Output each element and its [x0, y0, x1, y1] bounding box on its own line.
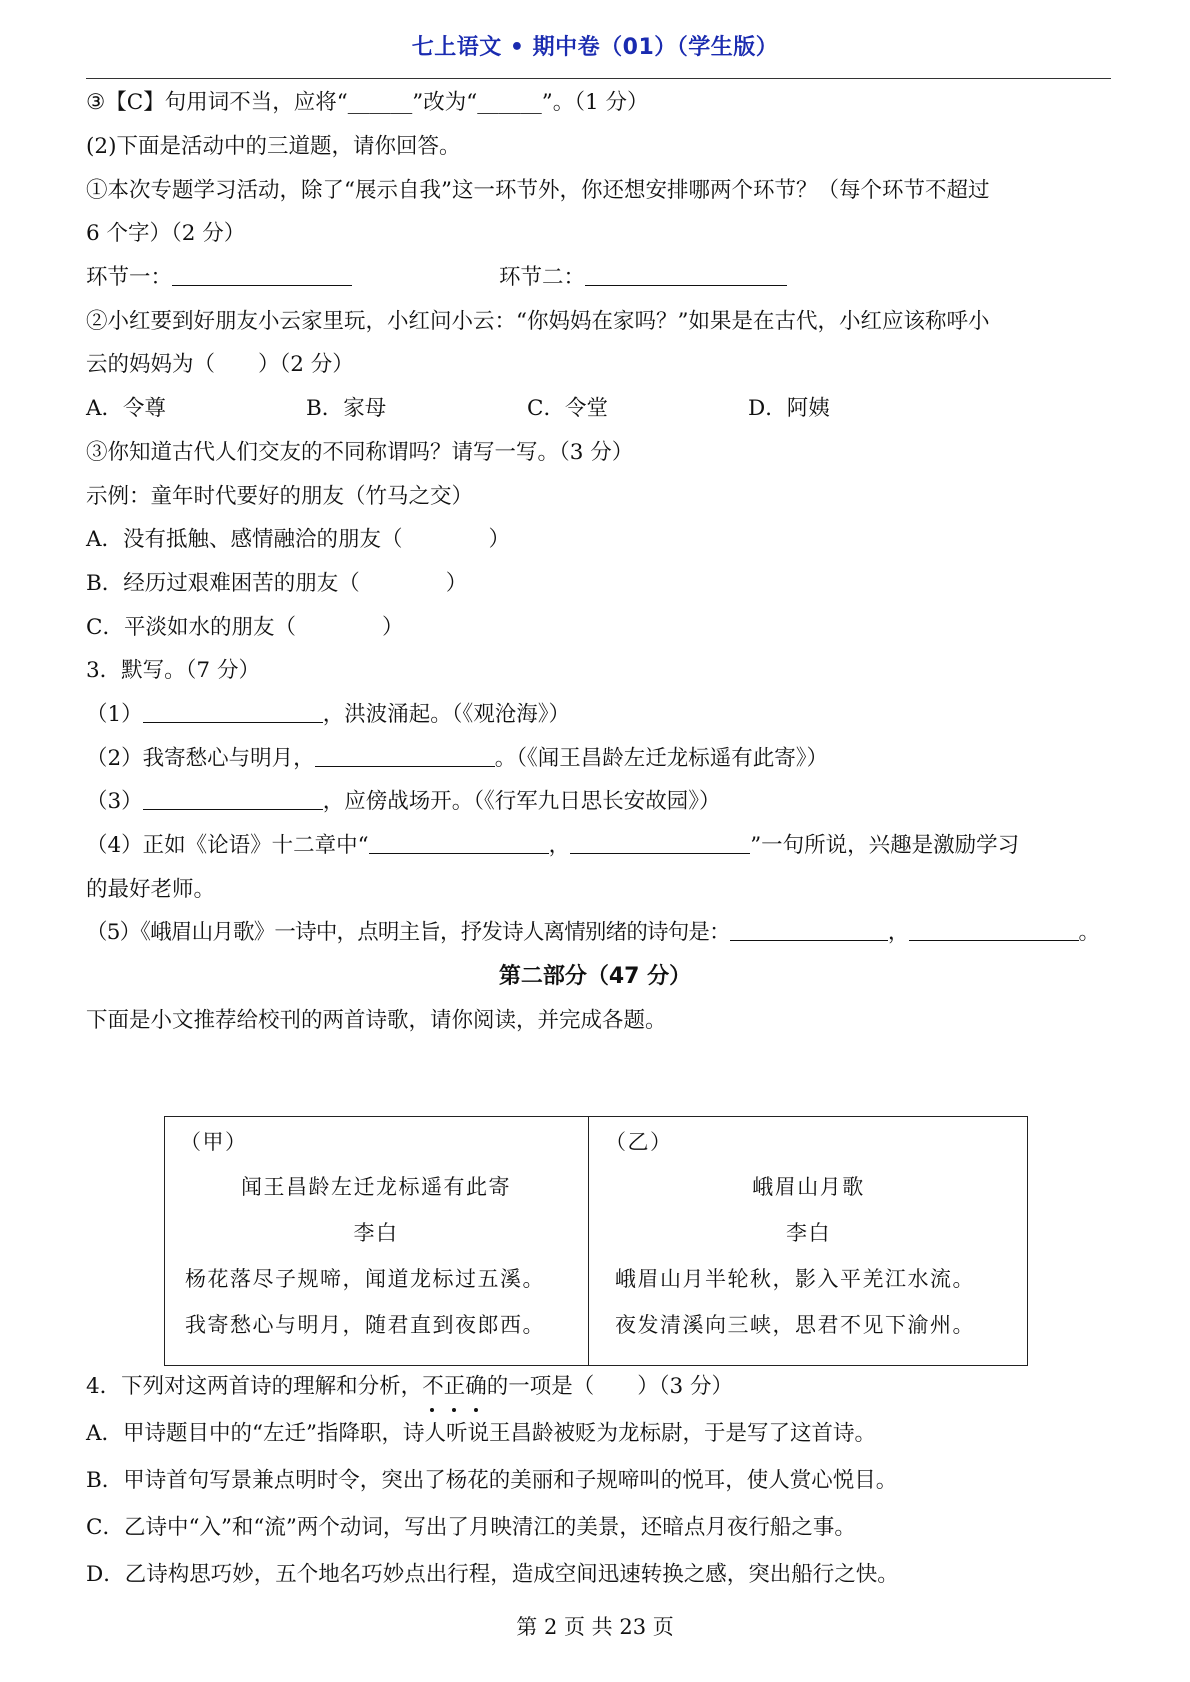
q2-2-1-text-cont: 6 个字）（2 分）: [86, 221, 246, 246]
q4-stem: [86, 1372, 733, 1402]
q3-3-blank[interactable]: [143, 787, 323, 810]
q3-4-text: （4）正如《论语》十二章中“: [86, 833, 369, 858]
q3-5-comma: ，: [887, 920, 909, 945]
q2-2-2-text: ②小红要到好朋友小云家里玩，小红问小云：“你妈妈在家吗？”如果是在古代，小红应该称呼小: [86, 309, 990, 334]
poem-yi-line-2: 夜发清溪向三峡，思君不见下渝州。: [615, 1313, 975, 1337]
poem-table-divider: [588, 1116, 589, 1366]
q2-2-2-text-cont: 云的妈妈为（ ）（2 分）: [86, 352, 354, 377]
option-c-lingtang[interactable]: C．令堂: [527, 396, 608, 421]
q3-1-row: [86, 700, 570, 730]
q3-5-text: （5）《峨眉山月歌》一诗中，点明主旨，抒发诗人离情别绪的诗句是：: [86, 920, 730, 945]
q3-2-text: （2）我寄愁心与明月，: [86, 746, 315, 771]
q3-5-end: 。: [1078, 920, 1100, 945]
page-header-title: 七上语文 • 期中卷（01）（学生版）: [411, 35, 779, 60]
q3-3-text: ，应傍战场开。（《行军九日思长安故园》）: [322, 789, 721, 814]
link-two-label: 环节二：: [499, 265, 586, 290]
q2-2-1-text: ①本次专题学习活动，除了“展示自我”这一环节外，你还想安排哪两个环节？（每个环节不超过: [86, 178, 990, 203]
q2-2-3-example: 示例：童年时代要好的朋友（竹马之交）: [86, 484, 474, 509]
poem-yi-line-1: 峨眉山月半轮秋，影入平羌江水流。: [615, 1267, 975, 1291]
section-two-title: 第二部分（47 分）: [498, 964, 692, 989]
link-two-row: [499, 263, 787, 293]
link-one-row: [86, 263, 352, 293]
q4-emphasis-not-correct: 不正确: [422, 1374, 487, 1399]
friend-term-a: A．没有抵触、感情融洽的朋友（ ）: [86, 527, 511, 552]
q3-4-text-cont: 的最好老师。: [86, 877, 216, 902]
q3-heading: 3．默写。（7 分）: [86, 658, 260, 683]
friend-term-c: C．平淡如水的朋友（ ）: [86, 615, 404, 640]
link-one-blank[interactable]: [172, 263, 352, 286]
q4-option-d[interactable]: D．乙诗构思巧妙，五个地名巧妙点出行程，造成空间迅速转换之感，突出船行之快。: [86, 1562, 899, 1587]
q3-4-blank-2[interactable]: [570, 831, 750, 854]
poem-yi-tag: （乙）: [605, 1130, 673, 1154]
poem-jia-author: 李白: [353, 1221, 399, 1245]
q3-2-source: 。（《闻王昌龄左迁龙标遥有此寄》）: [494, 746, 828, 771]
q4-option-c[interactable]: C．乙诗中“入”和“流”两个动词，写出了月映清江的美景，还暗点月夜行船之事。: [86, 1515, 856, 1540]
q3-3-row: [86, 787, 720, 817]
q2-2-intro: (2)下面是活动中的三道题，请你回答。: [86, 134, 461, 159]
q3-1-num: （1）: [86, 702, 143, 727]
poem-yi-author: 李白: [786, 1221, 831, 1245]
poem-jia-tag: （甲）: [180, 1130, 248, 1154]
header-rule: [86, 78, 1111, 79]
q2-1-3-text: ③【C】句用词不当，应将“______”改为“______”。（1 分）: [86, 90, 649, 115]
q4-stem-part2: 的一项是（ ）（3 分）: [486, 1374, 733, 1399]
poem-jia-line-1: 杨花落尽子规啼，闻道龙标过五溪。: [185, 1267, 545, 1291]
link-two-blank[interactable]: [585, 263, 787, 286]
poem-yi-title: 峨眉山月歌: [752, 1175, 865, 1199]
q3-5-blank-1[interactable]: [730, 918, 888, 941]
q3-3-num: （3）: [86, 789, 143, 814]
friend-term-b: B．经历过艰难困苦的朋友（ ）: [86, 571, 468, 596]
q3-4-text-end: ”一句所说，兴趣是激励学习: [750, 833, 1020, 858]
q4-option-b[interactable]: B．甲诗首句写景兼点明时令，突出了杨花的美丽和子规啼叫的悦耳，使人赏心悦目。: [86, 1468, 898, 1493]
q3-5-blank-2[interactable]: [909, 918, 1079, 941]
q4-stem-part1: 4．下列对这两首诗的理解和分析，: [86, 1374, 423, 1399]
page-footer: 第 2 页 共 23 页: [516, 1615, 674, 1639]
q3-1-text: ，洪波涌起。（《观沧海》）: [322, 702, 570, 727]
q3-2-blank[interactable]: [315, 744, 495, 767]
option-d-ayi[interactable]: D．阿姨: [748, 396, 830, 421]
q3-1-blank[interactable]: [143, 700, 323, 723]
link-one-label: 环节一：: [86, 265, 173, 290]
poem-jia-title: 闻王昌龄左迁龙标遥有此寄: [241, 1175, 511, 1199]
q3-4-comma: ，: [548, 833, 571, 858]
q3-4-blank-1[interactable]: [369, 831, 549, 854]
poem-jia-line-2: 我寄愁心与明月，随君直到夜郎西。: [185, 1313, 545, 1337]
q3-4-row: [86, 831, 1019, 861]
reading-intro: 下面是小文推荐给校刊的两首诗歌，请你阅读，并完成各题。: [86, 1008, 667, 1033]
q4-option-a[interactable]: A．甲诗题目中的“左迁”指降职，诗人听说王昌龄被贬为龙标尉，于是写了这首诗。: [86, 1421, 877, 1446]
q2-2-3-text: ③你知道古代人们交友的不同称谓吗？请写一写。（3 分）: [86, 440, 634, 465]
q3-2-row: [86, 744, 828, 774]
q3-5-row: [86, 918, 1099, 948]
option-b-jiamu[interactable]: B．家母: [306, 396, 387, 421]
option-a-lingzun[interactable]: A．令尊: [86, 396, 167, 421]
